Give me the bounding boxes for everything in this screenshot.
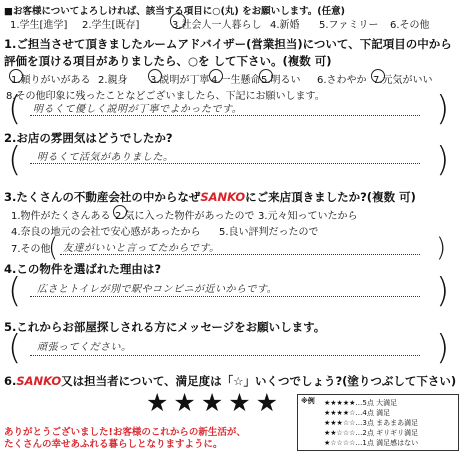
q3-option-known[interactable]: 3.元々知っていたから xyxy=(258,211,358,222)
legend-stars: ★★★★★ xyxy=(324,399,356,407)
legend-points: …5点 xyxy=(355,399,374,407)
q3-answer-line xyxy=(60,254,420,255)
option-single-working[interactable]: 3.社会人一人暮らし xyxy=(172,20,262,31)
q1-option-fresh[interactable]: 6.さわやか xyxy=(317,75,367,86)
legend-row xyxy=(324,419,418,427)
q3-other-answer[interactable]: 友達がいいと言ってたからです。 xyxy=(63,243,220,254)
legend-label: まあまあ満足 xyxy=(376,419,419,427)
sanko-brand: SANKO xyxy=(200,190,246,204)
legend-row xyxy=(324,409,390,417)
q3-title-pre: 3.たくさんの不動産会社の中からなぜ xyxy=(4,190,201,204)
legend-label: 大満足 xyxy=(376,399,398,407)
legend-points: …3点 xyxy=(355,419,374,427)
q2-title: 2.お店の雰囲気はどうでしたか? xyxy=(4,131,173,145)
legend-label: 満足感はない xyxy=(376,439,419,447)
legend-points: …4点 xyxy=(355,409,374,417)
legend-stars: ★★★★☆ xyxy=(324,409,356,417)
q1-option-energetic[interactable]: 7.元気がいい xyxy=(373,75,433,86)
rating-legend xyxy=(297,394,459,451)
q3-option-local-company[interactable]: 4.奈良の地元の会社で安心感があったから xyxy=(11,227,201,238)
q1-paren-left: ( xyxy=(8,89,22,129)
q1-paren-right: ) xyxy=(436,89,450,129)
q4-paren-right: ) xyxy=(436,271,450,311)
legend-stars: ★★★☆☆ xyxy=(324,419,356,427)
q1-option-polite[interactable]: 3.説明が丁寧 xyxy=(150,75,210,86)
q4-title: 4.この物件を選ばれた理由は? xyxy=(4,262,162,276)
q6-title-pre: 6. xyxy=(4,374,17,388)
q3-paren-right: ) xyxy=(436,233,447,263)
option-student-existing[interactable]: 2.学生[既存] xyxy=(82,20,140,31)
rating-stars[interactable]: ★★★★★ xyxy=(146,388,284,417)
q5-answer[interactable]: 頑張ってください。 xyxy=(37,342,132,353)
q4-answer[interactable]: 広さとトイレが別で駅やコンビニが近いからです。 xyxy=(37,284,278,295)
q1-option-caring[interactable]: 2.親身 xyxy=(98,75,128,86)
q1-title-line1: 1.ご担当させて頂きましたルームアドバイザー(営業担当)について、下記項目の中から xyxy=(4,37,452,51)
option-student-new[interactable]: 1.学生[進学] xyxy=(10,20,68,31)
q3-option-liked-property[interactable]: 2.気に入った物件があったので xyxy=(115,211,255,222)
q1-option-cheerful[interactable]: 5.明るい xyxy=(261,75,301,86)
q2-paren-left: ( xyxy=(8,140,22,180)
q3-paren-left: ( xyxy=(48,233,59,263)
q3-option-many-properties[interactable]: 1.物件がたくさんある xyxy=(11,211,111,222)
q2-answer-line xyxy=(30,163,420,164)
q2-paren-right: ) xyxy=(436,140,450,180)
option-family[interactable]: 5.ファミリー xyxy=(319,20,379,31)
legend-title: ※例 xyxy=(301,397,315,405)
thanks-line1: ありがとうございました!お客様のこれからの新生活が、 xyxy=(4,427,246,438)
option-other[interactable]: 6.その他 xyxy=(390,20,430,31)
q6-title xyxy=(4,373,456,389)
legend-row xyxy=(324,429,418,437)
q1-title-line2: 評価を頂ける項目がありましたら、○を して下さい。(複数 可) xyxy=(4,54,332,68)
q4-answer-line xyxy=(30,296,420,297)
q2-answer[interactable]: 明るくて活気がありました。 xyxy=(37,152,174,163)
legend-label: ギリギリ満足 xyxy=(376,429,419,437)
legend-stars: ★☆☆☆☆ xyxy=(324,439,356,447)
legend-row xyxy=(324,439,418,447)
q3-title-post: にご来店頂きましたか?(複数 可) xyxy=(245,190,416,204)
q3-option-good-reputation[interactable]: 5.良い評判だったので xyxy=(219,227,319,238)
q5-title: 5.これからお部屋探しされる方にメッセージをお願いします。 xyxy=(4,320,326,334)
intro-text: ■お客様についてよろしければ、該当する項目に○(丸) をお願いします。(任意) xyxy=(4,6,345,17)
thanks-line2: たくさんの幸せあふれる暮らしとなりますように。 xyxy=(4,439,223,450)
legend-stars: ★★☆☆☆ xyxy=(324,429,356,437)
q3-title xyxy=(4,189,416,205)
legend-points: …2点 xyxy=(355,429,374,437)
legend-points: …1点 xyxy=(355,439,374,447)
q5-paren-left: ( xyxy=(8,328,22,368)
q5-paren-right: ) xyxy=(436,328,450,368)
legend-row xyxy=(324,399,397,407)
q1-option-reliable[interactable]: 1.頼りがいがある xyxy=(11,75,91,86)
sanko-brand-q6: SANKO xyxy=(16,374,62,388)
q1-other-label: 8.その他印象に残ったことなどございましたら、下記にお願いします。 xyxy=(6,91,325,102)
q6-title-post: 又は担当者について、満足度は「☆」いくつでしょう?(塗りつぶして下さい) xyxy=(61,374,457,388)
q5-answer-line xyxy=(30,355,420,356)
q1-answer[interactable]: 明るくて優しく説明が丁寧でよかったです。 xyxy=(33,104,243,115)
q1-answer-line xyxy=(30,115,420,116)
legend-label: 満足 xyxy=(376,409,391,417)
option-newlywed[interactable]: 4.新婚 xyxy=(270,20,300,31)
q1-option-hardworking[interactable]: 4.一生懸命 xyxy=(211,75,261,86)
q4-paren-left: ( xyxy=(8,271,22,311)
q3-other-label: 7.その他 xyxy=(11,244,51,255)
